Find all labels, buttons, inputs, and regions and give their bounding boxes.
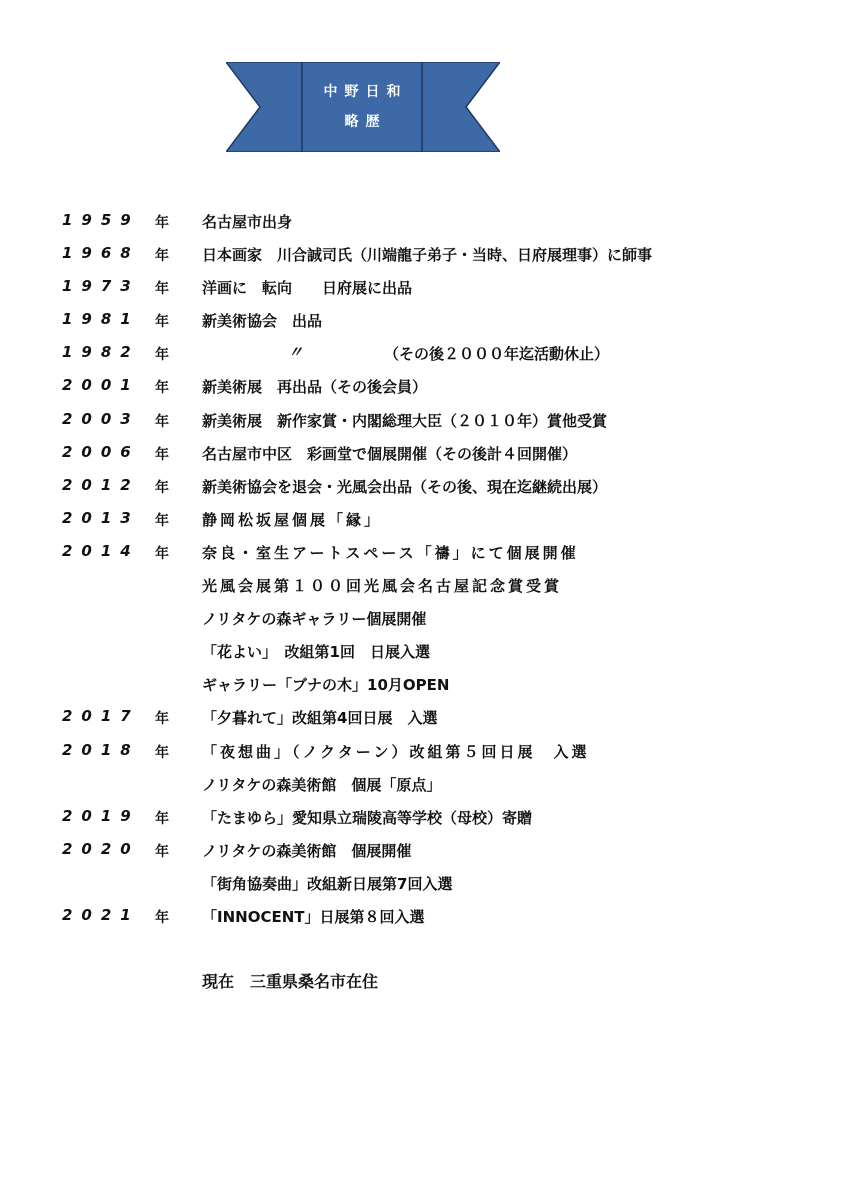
entry-year-suffix: 年 bbox=[155, 479, 169, 496]
entry-year-suffix: 年 bbox=[155, 512, 169, 529]
entry-text: 日本画家 川合誠司氏（川端龍子弟子・当時、日府展理事）に師事 bbox=[202, 246, 653, 265]
title-banner bbox=[226, 62, 500, 152]
entry-text: ギャラリー「ブナの木」10月OPEN bbox=[202, 676, 450, 695]
entry-text: 「夜想曲」（ノクターン）改組第５回日展 入選 bbox=[202, 742, 590, 761]
entry-year-suffix: 年 bbox=[155, 413, 169, 430]
entry-text: 新美術協会 出品 bbox=[202, 312, 323, 331]
timeline-entry bbox=[0, 503, 848, 536]
entry-year: 2017 bbox=[62, 707, 140, 726]
timeline-entry bbox=[0, 404, 848, 437]
entry-year: 2012 bbox=[62, 475, 140, 494]
entry-year-suffix: 年 bbox=[155, 810, 169, 827]
entry-year-suffix: 年 bbox=[155, 446, 169, 463]
entry-year-suffix: 年 bbox=[155, 380, 169, 397]
entry-year-suffix: 年 bbox=[155, 744, 169, 761]
entry-text: 静岡松坂屋個展「縁」 bbox=[202, 510, 383, 529]
entry-year-suffix: 年 bbox=[155, 347, 169, 364]
entry-text: 「街角協奏曲」改組新日展第7回入選 bbox=[202, 874, 453, 893]
entry-year-suffix: 年 bbox=[155, 909, 169, 926]
timeline-entry bbox=[0, 701, 848, 734]
entry-year: 2018 bbox=[62, 740, 140, 759]
timeline-entry bbox=[0, 370, 848, 403]
banner-text bbox=[302, 62, 422, 152]
banner-subtitle: 略歴 bbox=[344, 114, 387, 130]
entry-year: 2013 bbox=[62, 508, 140, 527]
entry-year: 1973 bbox=[62, 277, 140, 296]
timeline-entry bbox=[0, 602, 848, 635]
timeline-entry bbox=[0, 337, 848, 370]
entry-year: 2003 bbox=[62, 409, 140, 428]
timeline-entry bbox=[0, 569, 848, 602]
entry-year: 2014 bbox=[62, 541, 140, 560]
timeline-entry bbox=[0, 536, 848, 569]
entry-year: 2020 bbox=[62, 839, 140, 858]
timeline-entry bbox=[0, 834, 848, 867]
ditto-mark: 〃 bbox=[288, 343, 304, 362]
entry-text: 名古屋市出身 bbox=[202, 213, 293, 231]
current-residence: 現在 三重県桑名市在住 bbox=[202, 972, 379, 991]
entry-year-suffix: 年 bbox=[155, 711, 169, 728]
entry-text: 新美術展 再出品（その後会員） bbox=[202, 378, 428, 397]
entry-text: ノリタケの森ギャラリー個展開催 bbox=[202, 610, 427, 629]
entry-text: 光風会展第１００回光風会名古屋記念賞受賞 bbox=[202, 577, 563, 596]
entry-year: 2006 bbox=[62, 442, 140, 461]
entry-text: 新美術協会を退会・光風会出品（その後、現在迄継続出展） bbox=[202, 477, 608, 496]
entry-year: 1981 bbox=[62, 310, 140, 329]
timeline-entry bbox=[0, 238, 848, 271]
entry-year-suffix: 年 bbox=[155, 843, 169, 860]
entry-year-suffix: 年 bbox=[155, 215, 169, 231]
entry-year: 2019 bbox=[62, 806, 140, 825]
entry-text: 新美術展 新作家賞・内閣総理大臣（２０１０年）賞他受賞 bbox=[202, 411, 608, 430]
entry-text: 「夕暮れて」改組第4回日展 入選 bbox=[202, 709, 438, 728]
timeline-entry bbox=[0, 668, 848, 701]
entry-year-suffix: 年 bbox=[155, 248, 169, 265]
entry-text: ノリタケの森美術館 個展開催 bbox=[202, 841, 412, 860]
timeline-entry bbox=[0, 801, 848, 834]
entry-year-suffix: 年 bbox=[155, 545, 169, 562]
banner-title: 中野日和 bbox=[323, 84, 408, 100]
entry-text: 「花よい」 改組第1回 日展入選 bbox=[202, 643, 430, 662]
timeline-entry bbox=[0, 768, 848, 801]
entry-text: 「たまゆら」愛知県立瑞陵高等学校（母校）寄贈 bbox=[202, 808, 533, 827]
timeline-entry bbox=[0, 271, 848, 304]
entry-text: 名古屋市中区 彩画堂で個展開催（その後計４回開催） bbox=[202, 444, 578, 463]
entry-year: 1959 bbox=[62, 211, 140, 229]
timeline-entry bbox=[0, 867, 848, 900]
entry-note: （その後２０００年迄活動休止） bbox=[384, 345, 610, 364]
timeline-entry bbox=[0, 470, 848, 503]
entry-year-suffix: 年 bbox=[155, 314, 169, 331]
timeline-entry bbox=[0, 304, 848, 337]
entry-year: 2001 bbox=[62, 376, 140, 395]
entry-text: 「INNOCENT」日展第８回入選 bbox=[202, 907, 425, 926]
entry-year: 1982 bbox=[62, 343, 140, 362]
timeline-entry bbox=[0, 900, 848, 933]
entry-text: ノリタケの森美術館 個展「原点」 bbox=[202, 775, 442, 794]
entry-text: 奈良・室生アートスペース「禱」にて個展開催 bbox=[202, 543, 579, 562]
timeline-entry bbox=[0, 205, 848, 238]
entry-year: 2021 bbox=[62, 905, 140, 924]
timeline-entry bbox=[0, 437, 848, 470]
biography-timeline bbox=[0, 205, 848, 933]
entry-year: 1968 bbox=[62, 244, 140, 263]
timeline-entry bbox=[0, 635, 848, 668]
entry-text: 洋画に 転向 日府展に出品 bbox=[202, 279, 413, 298]
entry-year-suffix: 年 bbox=[155, 281, 169, 298]
timeline-entry bbox=[0, 735, 848, 768]
